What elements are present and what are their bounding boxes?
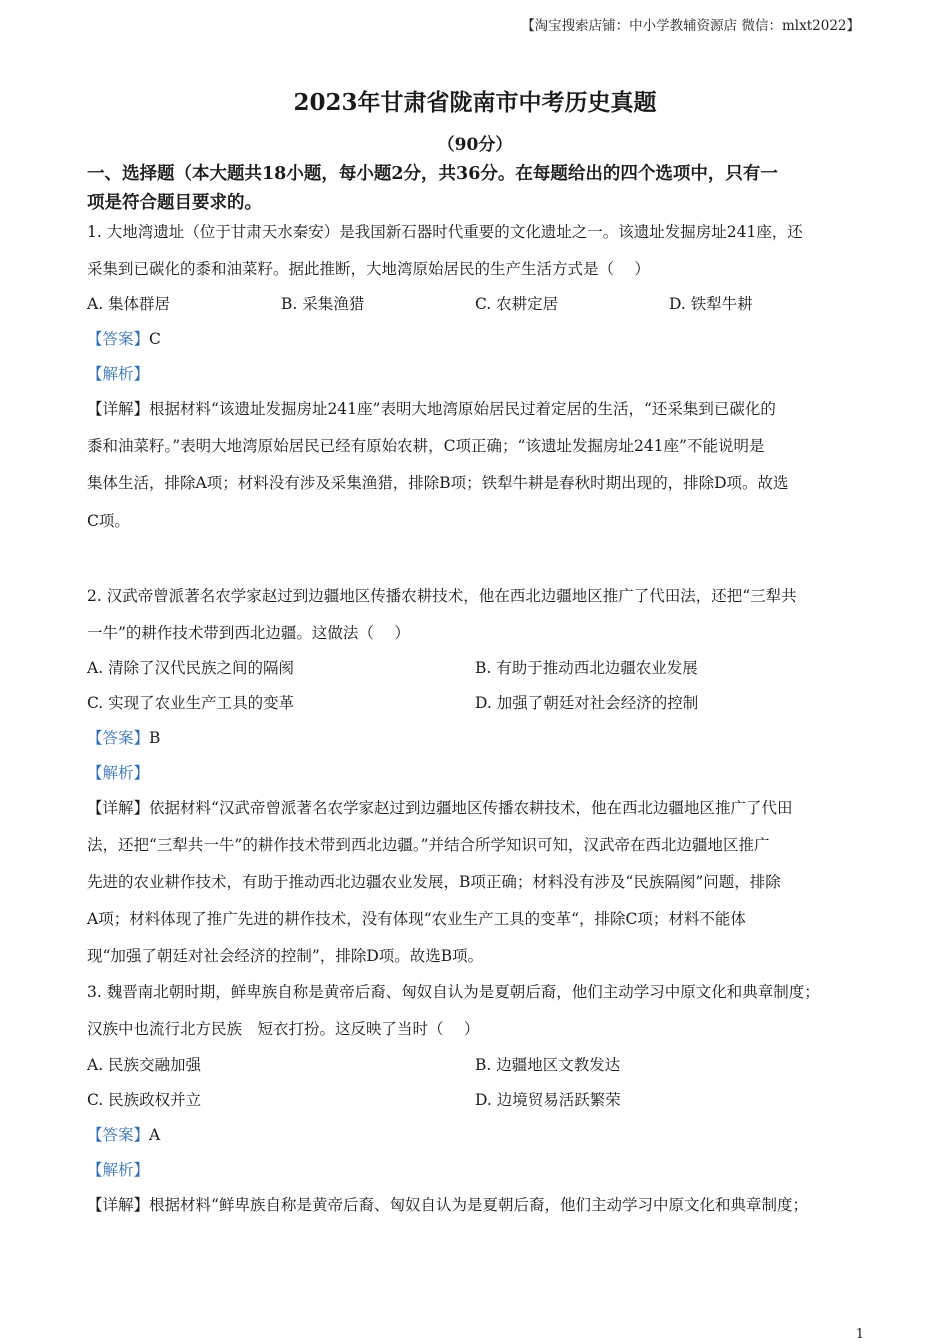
q1-stem-line-1: 1. 大地湾遗址（位于甘肃天水秦安）是我国新石器时代重要的文化遗址之一。该遗址发掘房址241座，还 [87, 223, 803, 241]
q2-detail-line-2: 法，还把“三犁共一牛”的耕作技术带到西北边疆。”并结合所学知识可知，汉武帝在西北边疆地区推广 [87, 836, 770, 854]
answer-tag: 【答案】 [87, 330, 150, 348]
q3-stem-line-1: 3. 魏晋南北朝时期，鲜卑族自称是黄帝后裔、匈奴自认为是夏朝后裔，他们主动学习中原文化和典章制度； [87, 983, 820, 1001]
q2-stem-line-1: 2. 汉武帝曾派著名农学家赵过到边疆地区传播农耕技术，他在西北边疆地区推广了代田法，还把“三犁共 [87, 587, 797, 605]
q3-detail-line-1 [87, 1193, 808, 1215]
q1-option-b: B. 采集渔猎 [281, 295, 365, 313]
page-title: 2023年甘肃省陇南市中考历史真题 [293, 89, 657, 116]
q2-analysis-tag: 【解析】 [87, 764, 150, 782]
q1-detail-line-2: 黍和油菜籽。”表明大地湾原始居民已经有原始农耕，C项正确；“该遗址发掘房址241座”不能说明是 [87, 437, 765, 455]
header-note: 【淘宝搜索店铺：中小学教辅资源店 微信：mlxt2022】 [521, 18, 860, 34]
q1-detail-line-4: C项。 [87, 512, 130, 530]
detail-tag: 【详解】 [87, 1196, 150, 1214]
q3-option-a: A. 民族交融加强 [87, 1056, 202, 1074]
q2-answer-value: B [149, 729, 161, 747]
q2-option-c: C. 实现了农业生产工具的变革 [87, 694, 295, 712]
q2-detail-line-3: 先进的农业耕作技术，有助于推动西北边疆农业发展，B项正确；材料没有涉及“民族隔阂”问题，排除 [87, 873, 781, 891]
q1-detail-line-1 [87, 397, 776, 419]
detail-tag: 【详解】 [87, 799, 150, 817]
answer-tag: 【答案】 [87, 729, 150, 747]
q1-answer-value: C [149, 330, 161, 348]
q1-detail-line-3: 集体生活，排除A项；材料没有涉及采集渔猎，排除B项；铁犁牛耕是春秋时期出现的，排除D项。故选 [87, 474, 789, 492]
q2-stem-line-2: 一牛”的耕作技术带到西北边疆。这做法（ ） [87, 624, 410, 642]
q2-detail-line-1 [87, 796, 792, 818]
q2-detail-line-5: 现“加强了朝廷对社会经济的控制”，排除D项。故选B项。 [87, 947, 484, 965]
section-heading-line-1: 一、选择题（本大题共18小题，每小题2分，共36分。在每题给出的四个选项中，只有一 [87, 164, 778, 184]
q3-option-b: B. 边疆地区文教发达 [475, 1056, 621, 1074]
q2-option-d: D. 加强了朝廷对社会经济的控制 [475, 694, 699, 712]
q2-option-a: A. 清除了汉代民族之间的隔阂 [87, 659, 295, 677]
answer-tag: 【答案】 [87, 1126, 150, 1144]
q2-detail-text: 依据材料“汉武帝曾派著名农学家赵过到边疆地区传播农耕技术，他在西北边疆地区推广了代田 [149, 799, 793, 817]
q1-stem-line-2: 采集到已碳化的黍和油菜籽。据此推断，大地湾原始居民的生产生活方式是（ ） [87, 260, 650, 278]
q1-answer [87, 327, 161, 349]
detail-tag: 【详解】 [87, 400, 150, 418]
q3-answer [87, 1123, 160, 1145]
q1-option-a: A. 集体群居 [87, 295, 171, 313]
q3-stem-line-2: 汉族中也流行北方民族 短衣打扮。这反映了当时（ ） [87, 1020, 480, 1038]
q1-option-d: D. 铁犁牛耕 [669, 295, 753, 313]
q3-option-c: C. 民族政权并立 [87, 1091, 202, 1109]
page-number: 1 [855, 1327, 864, 1342]
q3-answer-value: A [149, 1126, 161, 1144]
q1-analysis-tag: 【解析】 [87, 365, 150, 383]
q3-option-d: D. 边境贸易活跃繁荣 [475, 1091, 621, 1109]
score-note: （90分） [437, 135, 513, 155]
section-heading-line-2: 项是符合题目要求的。 [87, 193, 262, 213]
q3-analysis-tag: 【解析】 [87, 1161, 150, 1179]
q1-detail-text: 根据材料“该遗址发掘房址241座”表明大地湾原始居民过着定居的生活，“还采集到已碳化的 [149, 400, 776, 418]
q3-detail-text: 根据材料“鲜卑族自称是黄帝后裔、匈奴自认为是夏朝后裔，他们主动学习中原文化和典章制度； [149, 1196, 808, 1214]
q2-detail-line-4: A项；材料体现了推广先进的耕作技术，没有体现“农业生产工具的变革“，排除C项；材料不能体 [87, 910, 746, 928]
q2-option-b: B. 有助于推动西北边疆农业发展 [475, 659, 698, 677]
q1-option-c: C. 农耕定居 [475, 295, 559, 313]
q2-answer [87, 726, 160, 748]
